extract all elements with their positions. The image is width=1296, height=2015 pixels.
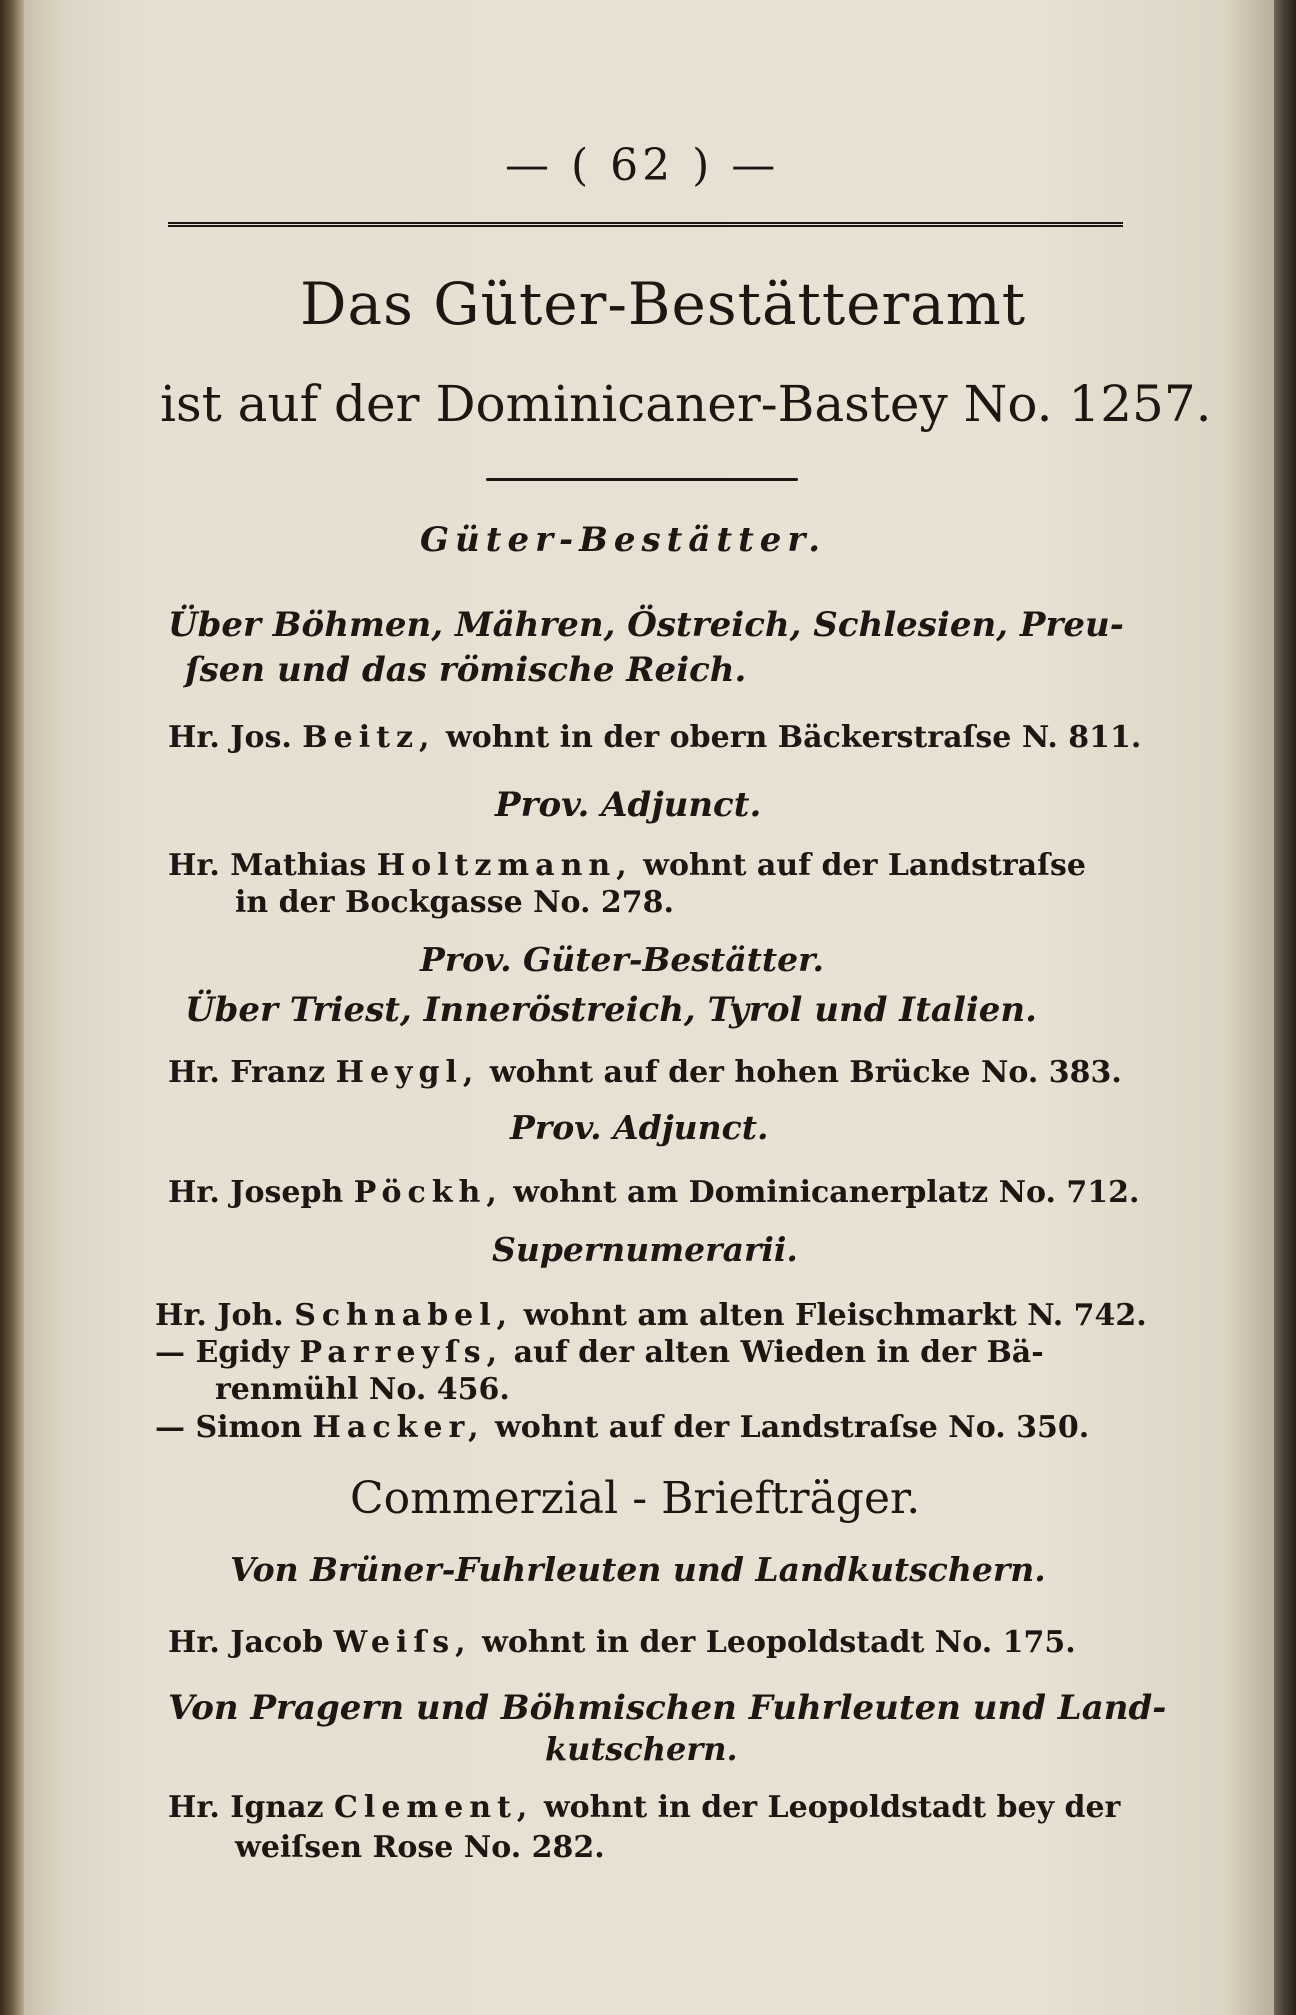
- entry-address: wohnt am Dominicanerplatz No. 712.: [513, 1175, 1140, 1210]
- entry-name: Heygl,: [335, 1055, 480, 1090]
- commerzial-subheading-2-line2: kutschern.: [545, 1730, 738, 1768]
- entry-parreyss-line2: renmühl No. 456.: [215, 1372, 510, 1407]
- entry-prefix: — Simon: [155, 1410, 303, 1445]
- section-subheading-line1: Über Böhmen, Mähren, Östreich, Schlesien, Preu-: [168, 605, 1124, 645]
- entry-prefix: Hr. Joh.: [155, 1298, 284, 1333]
- entry-address: wohnt auf der Landstraſse: [643, 848, 1087, 883]
- page-number: — ( 62 ) —: [505, 140, 780, 191]
- entry-weiss: [168, 1625, 1076, 1660]
- commerzial-heading: Commerzial - Briefträger.: [350, 1473, 921, 1524]
- supernumerarii-heading: Supernumerarii.: [492, 1230, 798, 1269]
- entry-name: Parreyſs,: [299, 1335, 504, 1370]
- entry-address: wohnt in der Leopoldstadt bey der: [543, 1790, 1121, 1825]
- entry-beitz: [168, 720, 1141, 755]
- page-title: Das Güter-Bestätteramt: [300, 270, 1027, 338]
- entry-name: Weiſs,: [333, 1625, 472, 1660]
- entry-address: wohnt auf der hohen Brücke No. 383.: [489, 1055, 1122, 1090]
- entry-holtzmann: [168, 848, 1086, 883]
- entry-prefix: Hr. Joseph: [168, 1175, 344, 1210]
- entry-prefix: Hr. Jacob: [168, 1625, 324, 1660]
- entry-name: Holtzmann,: [376, 848, 633, 883]
- adjunct-heading-2: Prov. Adjunct.: [510, 1108, 769, 1147]
- section-heading-gueter-bestaetter: Güter-Bestätter.: [420, 520, 827, 560]
- commerzial-subheading-1: Von Brüner-Fuhrleuten und Landkutschern.: [230, 1550, 1046, 1589]
- entry-name: Hacker,: [312, 1410, 485, 1445]
- entry-clement-line2: weiſsen Rose No. 282.: [235, 1830, 605, 1865]
- header-rule: [168, 222, 1123, 227]
- entry-parreyss: [155, 1335, 1044, 1370]
- entry-name: Beitz,: [302, 720, 436, 755]
- section-subheading-triest: Über Triest, Inneröstreich, Tyrol und Italien.: [185, 990, 1037, 1030]
- page-subtitle: ist auf der Dominicaner-Bastey No. 1257.: [160, 375, 1212, 433]
- entry-prefix: — Egidy: [155, 1335, 290, 1370]
- entry-prefix: Hr. Mathias: [168, 848, 367, 883]
- section-divider: [486, 478, 798, 481]
- entry-poeckh: [168, 1175, 1139, 1210]
- entry-address: auf der alten Wieden in der Bä-: [513, 1335, 1044, 1370]
- entry-heygl: [168, 1055, 1122, 1090]
- entry-address: wohnt auf der Landstraſse No. 350.: [494, 1410, 1090, 1445]
- entry-name: Clement,: [334, 1790, 534, 1825]
- section-heading-prov-gueter-bestaetter: Prov. Güter-Bestätter.: [420, 940, 824, 979]
- entry-hacker: [155, 1410, 1089, 1445]
- entry-schnabel: [155, 1298, 1147, 1333]
- section-subheading-line2: ſsen und das römische Reich.: [185, 650, 747, 690]
- entry-holtzmann-line2: in der Bockgasse No. 278.: [235, 885, 674, 920]
- commerzial-subheading-2-line1: Von Pragern und Böhmischen Fuhrleuten und Land-: [168, 1688, 1167, 1728]
- entry-prefix: Hr. Franz: [168, 1055, 326, 1090]
- entry-address: wohnt in der Leopoldstadt No. 175.: [482, 1625, 1076, 1660]
- entry-name: Schnabel,: [294, 1298, 514, 1333]
- entry-prefix: Hr. Ignaz: [168, 1790, 324, 1825]
- entry-address: wohnt am alten Fleischmarkt N. 742.: [523, 1298, 1147, 1333]
- entry-name: Pöckh,: [353, 1175, 503, 1210]
- adjunct-heading-1: Prov. Adjunct.: [495, 785, 762, 825]
- entry-clement: [168, 1790, 1120, 1825]
- entry-address: wohnt in der obern Bäckerstraſse N. 811.: [445, 720, 1142, 755]
- entry-prefix: Hr. Jos.: [168, 720, 292, 755]
